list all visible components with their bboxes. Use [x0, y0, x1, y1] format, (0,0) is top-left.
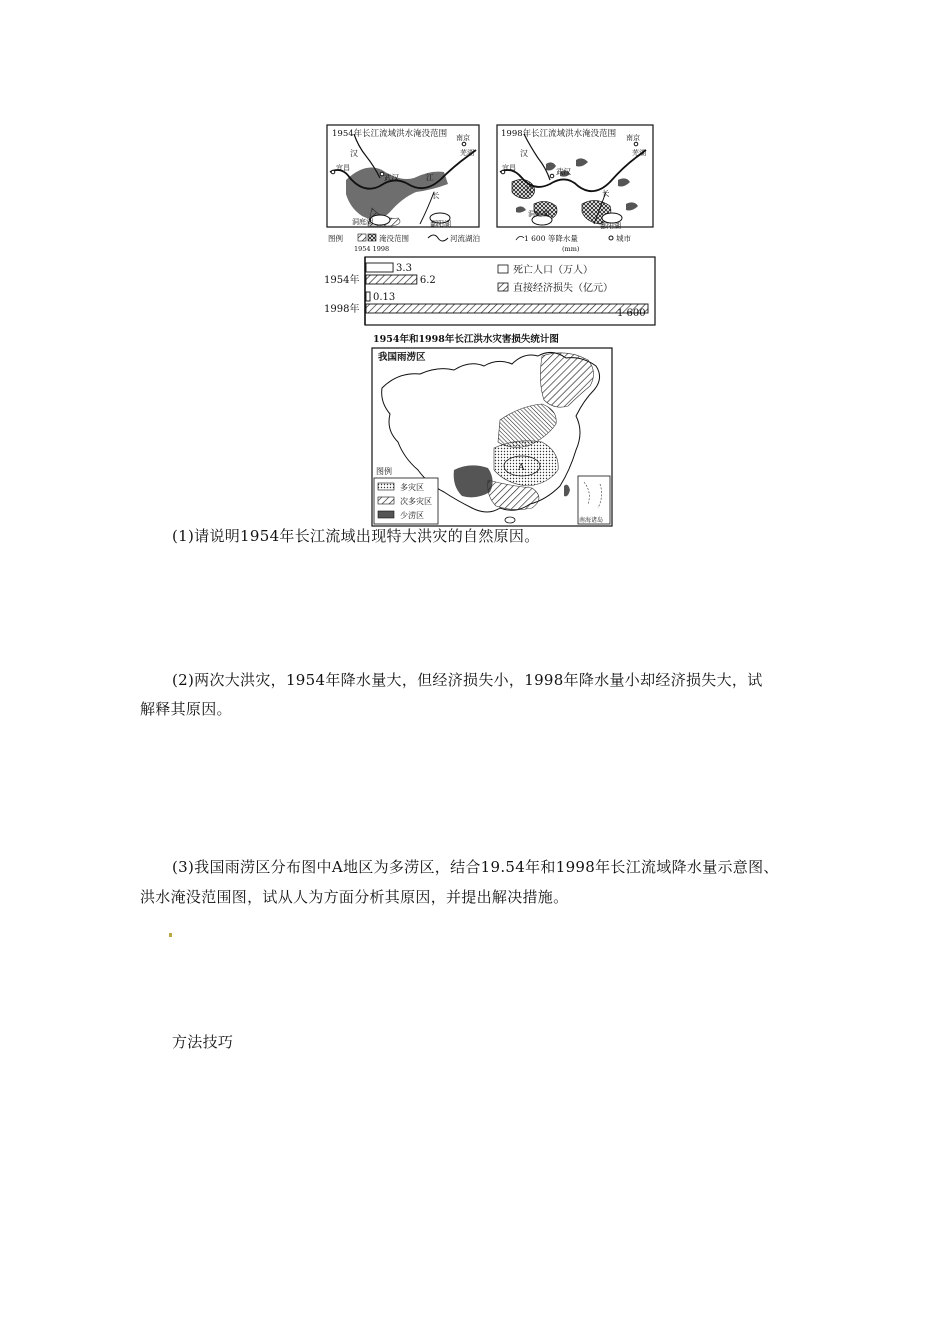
question-3-line-1: (3)我国雨涝区分布图中A地区为多涝区，结合19.54年和1998年长江流域降水量示意图、 — [172, 858, 779, 876]
map-legend-years: 1954 1998 — [354, 245, 390, 253]
map-1954-label-wuhan: 武汉 — [384, 173, 399, 182]
question-2-line-1: (2)两次大洪灾，1954年降水量大，但经济损失小，1998年降水量小却经济损失大，试 — [172, 671, 763, 689]
map-1998-label-wuhu: 芜湖 — [632, 149, 646, 157]
map-1954-title: 1954年长江流域洪水淹没范围 — [332, 129, 448, 139]
map-1998-label-wuhan: 武汉 — [556, 167, 571, 176]
map-1998 — [497, 125, 653, 230]
loss-bar-label-1998-economic: 1 600 — [617, 308, 646, 319]
map-1998-label-yichang: 宜昌 — [502, 164, 516, 172]
map-1954-label-chang: 长 — [432, 191, 440, 200]
south-china-sea-label: 南海诸岛 — [579, 517, 604, 524]
stray-mark — [169, 933, 172, 937]
map-1954-label-han: 汉 — [350, 149, 358, 158]
waterlog-map — [372, 348, 612, 526]
loss-legend-economic: 直接经济损失（亿元） — [513, 283, 613, 294]
waterlog-legend-second: 次多灾区 — [400, 497, 432, 506]
loss-bar-label-1998-deaths: 0.13 — [373, 292, 396, 303]
map-1954-label-jiang: 江 — [426, 173, 434, 182]
waterlog-legend-least: 少涝区 — [400, 511, 424, 520]
map-1998-label-jiang: 江 — [526, 185, 534, 194]
map-1998-label-poyang: 鄱阳湖 — [600, 222, 621, 230]
loss-chart-caption: 1954年和1998年长江洪水灾害损失统计图 — [373, 334, 559, 345]
loss-bar-label-1954-economic: 6.2 — [419, 275, 436, 286]
map-legend-city: 城市 — [616, 234, 631, 243]
loss-bar-label-1954-deaths: 3.3 — [396, 263, 412, 274]
question-2-line-2: 解释其原因。 — [140, 700, 232, 718]
question-1: (1)请说明1954年长江流域出现特大洪灾的自然原因。 — [172, 527, 540, 545]
loss-bar-1954-economic — [366, 275, 417, 284]
loss-bar-1998-economic — [366, 304, 648, 313]
map-1998-title: 1998年长江流域洪水淹没范围 — [501, 129, 617, 139]
loss-chart-category-1998: 1998年 — [324, 304, 360, 315]
loss-chart — [324, 257, 655, 325]
loss-bar-1954-deaths — [366, 263, 393, 272]
map-1954-label-wuhu: 芜湖 — [460, 149, 474, 157]
map-1954-label-yichang: 宜昌 — [336, 164, 350, 172]
waterlog-region-a: A — [518, 463, 525, 473]
map-1998-label-han: 汉 — [520, 149, 528, 158]
map-1954-label-dongting: 洞庭湖 — [352, 218, 373, 226]
map-legend-prefix: 图例 — [328, 234, 343, 243]
methods-section-title: 方法技巧 — [172, 1033, 234, 1051]
map-1998-label-nanjing: 南京 — [626, 134, 640, 142]
map-legend — [328, 233, 631, 253]
waterlog-legend-title: 图例 — [376, 467, 392, 476]
loss-legend-deaths: 死亡人口（万人） — [513, 265, 593, 276]
map-1954-label-poyang: 鄱阳湖 — [430, 220, 451, 228]
map-legend-flood: 淹没范围 — [379, 234, 409, 243]
map-legend-unit: (mm) — [562, 245, 580, 253]
map-1954-label-nanjing: 南京 — [456, 134, 470, 142]
waterlog-map-title: 我国雨涝区 — [378, 352, 426, 363]
map-1998-label-dongting: 洞庭湖 — [528, 210, 549, 218]
map-1998-label-chang: 长 — [602, 189, 610, 198]
loss-chart-category-1954: 1954年 — [324, 275, 360, 286]
waterlog-legend-most: 多灾区 — [400, 483, 424, 492]
loss-bar-1998-deaths — [366, 292, 370, 301]
map-1954 — [327, 125, 479, 228]
map-legend-rivers: 河流湖泊 — [450, 234, 480, 243]
geography-figure — [320, 120, 665, 530]
south-china-sea-inset — [578, 476, 610, 524]
map-legend-isohyet: 1 600 等降水量 — [524, 234, 578, 243]
question-3-line-2: 洪水淹没范围图，试从人为方面分析其原因，并提出解决措施。 — [140, 888, 569, 906]
